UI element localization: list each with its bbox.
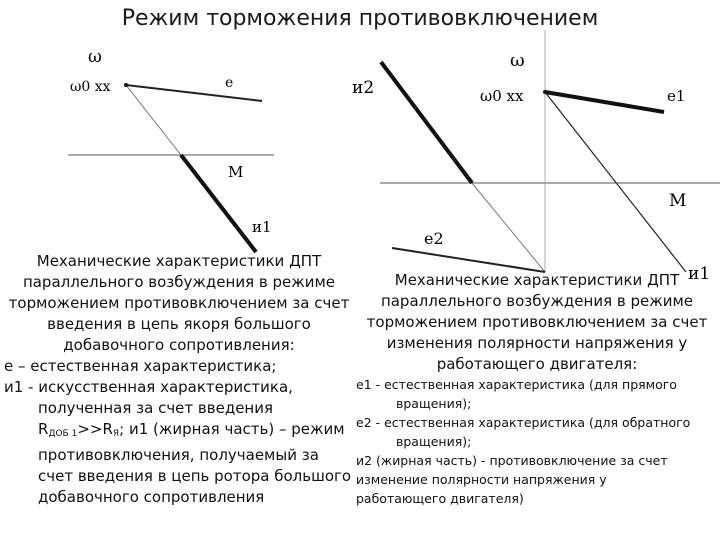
r-subscript: ДОБ 1 bbox=[48, 429, 78, 439]
right-i2-label: и2 bbox=[352, 78, 375, 98]
left-legend-resistance bbox=[4, 419, 354, 445]
left-caption-line: параллельного возбуждения в режиме bbox=[22, 273, 336, 291]
left-legend-line4: противовключения, получаемый за bbox=[38, 446, 319, 464]
left-omega0-point bbox=[124, 83, 128, 87]
left-line-i1-thin bbox=[126, 85, 181, 155]
left-legend-line5: счет введения в цепь ротора большого bbox=[38, 467, 352, 485]
r-subscript-anchor: Я bbox=[112, 429, 120, 439]
right-caption-line: Механические характеристики ДПТ bbox=[394, 271, 680, 289]
left-omega0-label: ω0 xx bbox=[70, 79, 111, 95]
right-legend-e2-cont: вращения); bbox=[396, 434, 472, 449]
left-legend-i1-cont: полученная за счет введения bbox=[38, 399, 274, 417]
slide-title: Режим торможения противовключением bbox=[121, 6, 599, 31]
left-i1-label: и1 bbox=[252, 218, 272, 236]
right-caption-line: изменения полярности напряжения у bbox=[386, 334, 688, 352]
right-caption-line: параллельного возбуждения в режиме bbox=[380, 292, 694, 310]
r-symbol: R bbox=[38, 420, 49, 438]
right-legend-e2: e2 - естественная характеристика (для обратного bbox=[356, 415, 691, 430]
left-caption bbox=[4, 251, 354, 508]
right-legend-e1-cont: вращения); bbox=[396, 396, 472, 411]
left-legend-i1: и1 - искусственная характеристика, bbox=[4, 378, 293, 396]
right-omega0-label: ω0 xx bbox=[480, 87, 524, 105]
right-caption-line: торможением противовключением за счет bbox=[366, 313, 708, 331]
right-line-e2 bbox=[392, 248, 545, 272]
right-i1-label: и1 bbox=[688, 264, 711, 284]
right-omega0-point bbox=[543, 90, 547, 94]
r-tail: ; и1 (жирная часть) – режим bbox=[119, 420, 345, 438]
left-line-e bbox=[126, 85, 262, 101]
right-legend-i2-cont: изменение полярности напряжения у bbox=[356, 472, 607, 487]
left-line-i1-bold bbox=[181, 155, 256, 252]
left-caption-line: добавочного сопротивления: bbox=[63, 336, 295, 354]
left-caption-line: торможением противовключением за счет bbox=[8, 294, 350, 312]
left-legend-e: е – естественная характеристика; bbox=[4, 357, 277, 375]
right-e1-label: e1 bbox=[667, 87, 686, 105]
left-e-label: e bbox=[225, 75, 234, 91]
right-omega-label: ω bbox=[510, 50, 525, 71]
right-m-label: M bbox=[669, 191, 687, 211]
left-caption-line: Механические характеристики ДПТ bbox=[36, 252, 322, 270]
right-line-i2-thin bbox=[472, 183, 545, 272]
right-caption bbox=[356, 270, 718, 508]
left-m-label: M bbox=[228, 163, 244, 181]
right-legend-i2-end: работающего двигателя) bbox=[356, 491, 524, 506]
right-legend-e1: e1 - естественная характеристика (для прямого bbox=[356, 377, 677, 392]
left-legend-line6: добавочного сопротивления bbox=[38, 488, 265, 506]
r-compare: >>R bbox=[77, 420, 113, 438]
right-caption-line: работающего двигателя: bbox=[436, 355, 638, 373]
right-line-e1 bbox=[545, 92, 664, 112]
right-line-i1 bbox=[545, 92, 686, 272]
right-line-i2-bold bbox=[381, 62, 472, 183]
right-e2-label: e2 bbox=[424, 229, 444, 248]
left-omega-label: ω bbox=[88, 47, 102, 67]
left-caption-line: введения в цепь якоря большого bbox=[47, 315, 311, 333]
right-legend-i2: и2 (жирная часть) - противовключение за счет bbox=[356, 453, 668, 468]
